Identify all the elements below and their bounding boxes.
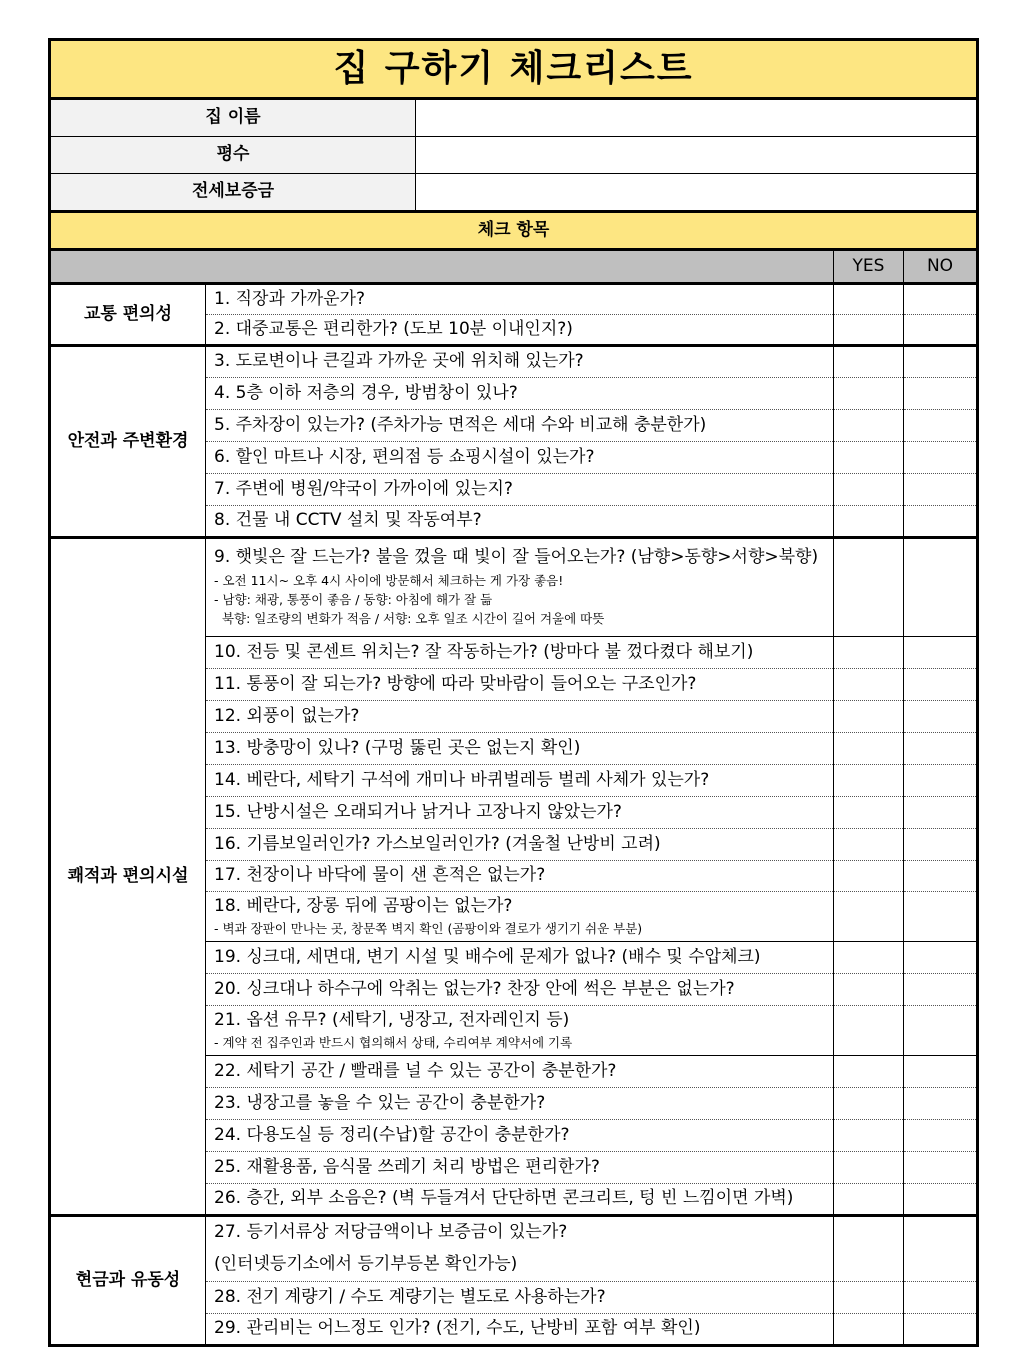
check-item-18-text: 18. 베란다, 장롱 뒤에 곰팡이는 없는가?: [214, 895, 513, 916]
category-transport: 교통 편의성: [50, 284, 206, 346]
no-checkbox[interactable]: [904, 1152, 978, 1184]
yes-checkbox[interactable]: [834, 346, 904, 378]
check-item-13: 13. 방충망이 있나? (구멍 뚫린 곳은 없는지 확인): [206, 733, 834, 765]
check-item-1: 1. 직장과 가까운가?: [206, 284, 834, 315]
check-items-header: 체크 항목: [50, 212, 978, 250]
info-value-area[interactable]: [416, 137, 978, 174]
yes-checkbox[interactable]: [834, 861, 904, 892]
yes-checkbox[interactable]: [834, 1184, 904, 1216]
no-checkbox[interactable]: [904, 1088, 978, 1120]
check-item-20: 20. 싱크대나 하수구에 악취는 없는가? 찬장 안에 썩은 부분은 없는가?: [206, 974, 834, 1006]
page-title: 집 구하기 체크리스트: [50, 40, 978, 99]
no-checkbox[interactable]: [904, 1314, 978, 1346]
check-item-3: 3. 도로변이나 큰길과 가까운 곳에 위치해 있는가?: [206, 346, 834, 378]
checklist-row: [50, 346, 978, 378]
no-checkbox[interactable]: [904, 1120, 978, 1152]
no-checkbox[interactable]: [904, 733, 978, 765]
yes-checkbox[interactable]: [834, 284, 904, 315]
yes-checkbox[interactable]: [834, 1152, 904, 1184]
check-item-14: 14. 베란다, 세탁기 구석에 개미나 바퀴벌레등 벌레 사체가 있는가?: [206, 765, 834, 797]
check-item-16: 16. 기름보일러인가? 가스보일러인가? (겨울철 난방비 고려): [206, 829, 834, 861]
category-comfort: 쾌적과 편의시설: [50, 538, 206, 1216]
no-checkbox[interactable]: [904, 669, 978, 701]
yes-checkbox[interactable]: [834, 315, 904, 346]
yes-checkbox[interactable]: [834, 442, 904, 474]
yes-checkbox[interactable]: [834, 829, 904, 861]
yes-checkbox[interactable]: [834, 474, 904, 506]
no-checkbox[interactable]: [904, 829, 978, 861]
yes-checkbox[interactable]: [834, 1088, 904, 1120]
check-item-26: 26. 층간, 외부 소음은? (벽 두들겨서 단단하면 콘크리트, 텅 빈 느낌이면 가벽): [206, 1184, 834, 1216]
check-item-21: [206, 1006, 834, 1056]
yes-checkbox[interactable]: [834, 797, 904, 829]
info-row-name: [50, 99, 978, 137]
check-item-5: 5. 주차장이 있는가? (주차가능 면적은 세대 수와 비교해 충분한가): [206, 410, 834, 442]
yes-checkbox[interactable]: [834, 669, 904, 701]
info-label-deposit: 전세보증금: [50, 174, 416, 212]
yes-checkbox[interactable]: [834, 1216, 904, 1282]
no-checkbox[interactable]: [904, 506, 978, 538]
check-item-10: 10. 전등 및 콘센트 위치는? 잘 작동하는가? (방마다 불 껐다켰다 해보기): [206, 637, 834, 669]
checklist-row: [50, 284, 978, 315]
no-checkbox[interactable]: [904, 410, 978, 442]
check-item-9-note-1: - 오전 11시~ 오후 4시 사이에 방문해서 체크하는 게 가장 좋음!: [214, 572, 564, 588]
yes-checkbox[interactable]: [834, 1282, 904, 1314]
info-label-area: 평수: [50, 137, 416, 174]
check-item-27-note: (인터넷등기소에서 등기부등본 확인가능): [206, 1250, 834, 1282]
check-item-11: 11. 통풍이 잘 되는가? 방향에 따라 맞바람이 들어오는 구조인가?: [206, 669, 834, 701]
no-checkbox[interactable]: [904, 284, 978, 315]
check-item-9-note-3: 북향: 일조량의 변화가 적음 / 서향: 오후 일조 시간이 길어 겨울에 따뜻: [214, 611, 605, 627]
info-row-area: [50, 137, 978, 174]
no-checkbox[interactable]: [904, 378, 978, 410]
no-checkbox[interactable]: [904, 1184, 978, 1216]
no-checkbox[interactable]: [904, 974, 978, 1006]
column-header-yes: YES: [834, 250, 904, 284]
check-item-29: 29. 관리비는 어느정도 인가? (전기, 수도, 난방비 포함 여부 확인): [206, 1314, 834, 1346]
no-checkbox[interactable]: [904, 701, 978, 733]
check-item-4: 4. 5층 이하 저층의 경우, 방범창이 있나?: [206, 378, 834, 410]
check-item-28: 28. 전기 계량기 / 수도 계량기는 별도로 사용하는가?: [206, 1282, 834, 1314]
yes-checkbox[interactable]: [834, 892, 904, 942]
check-item-17: 17. 천장이나 바닥에 물이 샌 흔적은 없는가?: [206, 861, 834, 892]
yes-checkbox[interactable]: [834, 538, 904, 637]
yes-checkbox[interactable]: [834, 506, 904, 538]
no-checkbox[interactable]: [904, 1006, 978, 1056]
checklist-row: [50, 1216, 978, 1250]
check-item-7: 7. 주변에 병원/약국이 가까이에 있는지?: [206, 474, 834, 506]
no-checkbox[interactable]: [904, 1056, 978, 1088]
no-checkbox[interactable]: [904, 538, 978, 637]
column-header-blank: [50, 250, 834, 284]
yes-checkbox[interactable]: [834, 1120, 904, 1152]
check-item-23: 23. 냉장고를 놓을 수 있는 공간이 충분한가?: [206, 1088, 834, 1120]
check-item-15: 15. 난방시설은 오래되거나 낡거나 고장나지 않았는가?: [206, 797, 834, 829]
check-item-25: 25. 재활용품, 음식물 쓰레기 처리 방법은 편리한가?: [206, 1152, 834, 1184]
yes-checkbox[interactable]: [834, 637, 904, 669]
yes-checkbox[interactable]: [834, 378, 904, 410]
yes-checkbox[interactable]: [834, 733, 904, 765]
column-header-no: NO: [904, 250, 978, 284]
yes-checkbox[interactable]: [834, 1314, 904, 1346]
info-value-name[interactable]: [416, 99, 978, 137]
category-safety: 안전과 주변환경: [50, 346, 206, 538]
no-checkbox[interactable]: [904, 442, 978, 474]
check-item-22: 22. 세탁기 공간 / 빨래를 널 수 있는 공간이 충분한가?: [206, 1056, 834, 1088]
yes-checkbox[interactable]: [834, 942, 904, 974]
no-checkbox[interactable]: [904, 942, 978, 974]
check-item-9-text: 9. 햇빛은 잘 드는가? 불을 껐을 때 빛이 잘 들어오는가? (남향>동향>서향>북향): [214, 547, 819, 568]
yes-checkbox[interactable]: [834, 1056, 904, 1088]
check-item-18-note: - 벽과 장판이 만나는 곳, 창문쪽 벽지 확인 (곰팡이와 결로가 생기기 쉬운 부분): [214, 921, 643, 937]
no-checkbox[interactable]: [904, 637, 978, 669]
check-item-9: [206, 538, 834, 637]
no-checkbox[interactable]: [904, 765, 978, 797]
no-checkbox[interactable]: [904, 1216, 978, 1282]
check-item-24: 24. 다용도실 등 정리(수납)할 공간이 충분한가?: [206, 1120, 834, 1152]
check-item-9-note-2: - 남향: 채광, 통풍이 좋음 / 동향: 아침에 해가 잘 듦: [214, 592, 493, 608]
checklist-table: [48, 38, 979, 1347]
yes-checkbox[interactable]: [834, 765, 904, 797]
no-checkbox[interactable]: [904, 315, 978, 346]
check-item-12: 12. 외풍이 없는가?: [206, 701, 834, 733]
info-label-name: 집 이름: [50, 99, 416, 137]
no-checkbox[interactable]: [904, 861, 978, 892]
column-header-row: [50, 250, 978, 284]
yes-checkbox[interactable]: [834, 410, 904, 442]
check-item-21-note: - 계약 전 집주인과 반드시 협의해서 상태, 수리여부 계약서에 기록: [214, 1035, 573, 1051]
check-item-19: 19. 싱크대, 세면대, 변기 시설 및 배수에 문제가 없나? (배수 및 수압체크): [206, 942, 834, 974]
category-cash: 현금과 유동성: [50, 1216, 206, 1346]
no-checkbox[interactable]: [904, 797, 978, 829]
yes-checkbox[interactable]: [834, 1006, 904, 1056]
checklist-row: [50, 538, 978, 637]
yes-checkbox[interactable]: [834, 974, 904, 1006]
check-item-27: 27. 등기서류상 저당금액이나 보증금이 있는가?: [206, 1216, 834, 1250]
no-checkbox[interactable]: [904, 346, 978, 378]
check-item-8: 8. 건물 내 CCTV 설치 및 작동여부?: [206, 506, 834, 538]
check-item-18: [206, 892, 834, 942]
info-row-deposit: [50, 174, 978, 212]
check-item-21-text: 21. 옵션 유무? (세탁기, 냉장고, 전자레인지 등): [214, 1009, 570, 1030]
no-checkbox[interactable]: [904, 892, 978, 942]
check-item-6: 6. 할인 마트나 시장, 편의점 등 쇼핑시설이 있는가?: [206, 442, 834, 474]
yes-checkbox[interactable]: [834, 701, 904, 733]
check-item-2: 2. 대중교통은 편리한가? (도보 10분 이내인지?): [206, 315, 834, 346]
info-value-deposit[interactable]: [416, 174, 978, 212]
no-checkbox[interactable]: [904, 1282, 978, 1314]
no-checkbox[interactable]: [904, 474, 978, 506]
